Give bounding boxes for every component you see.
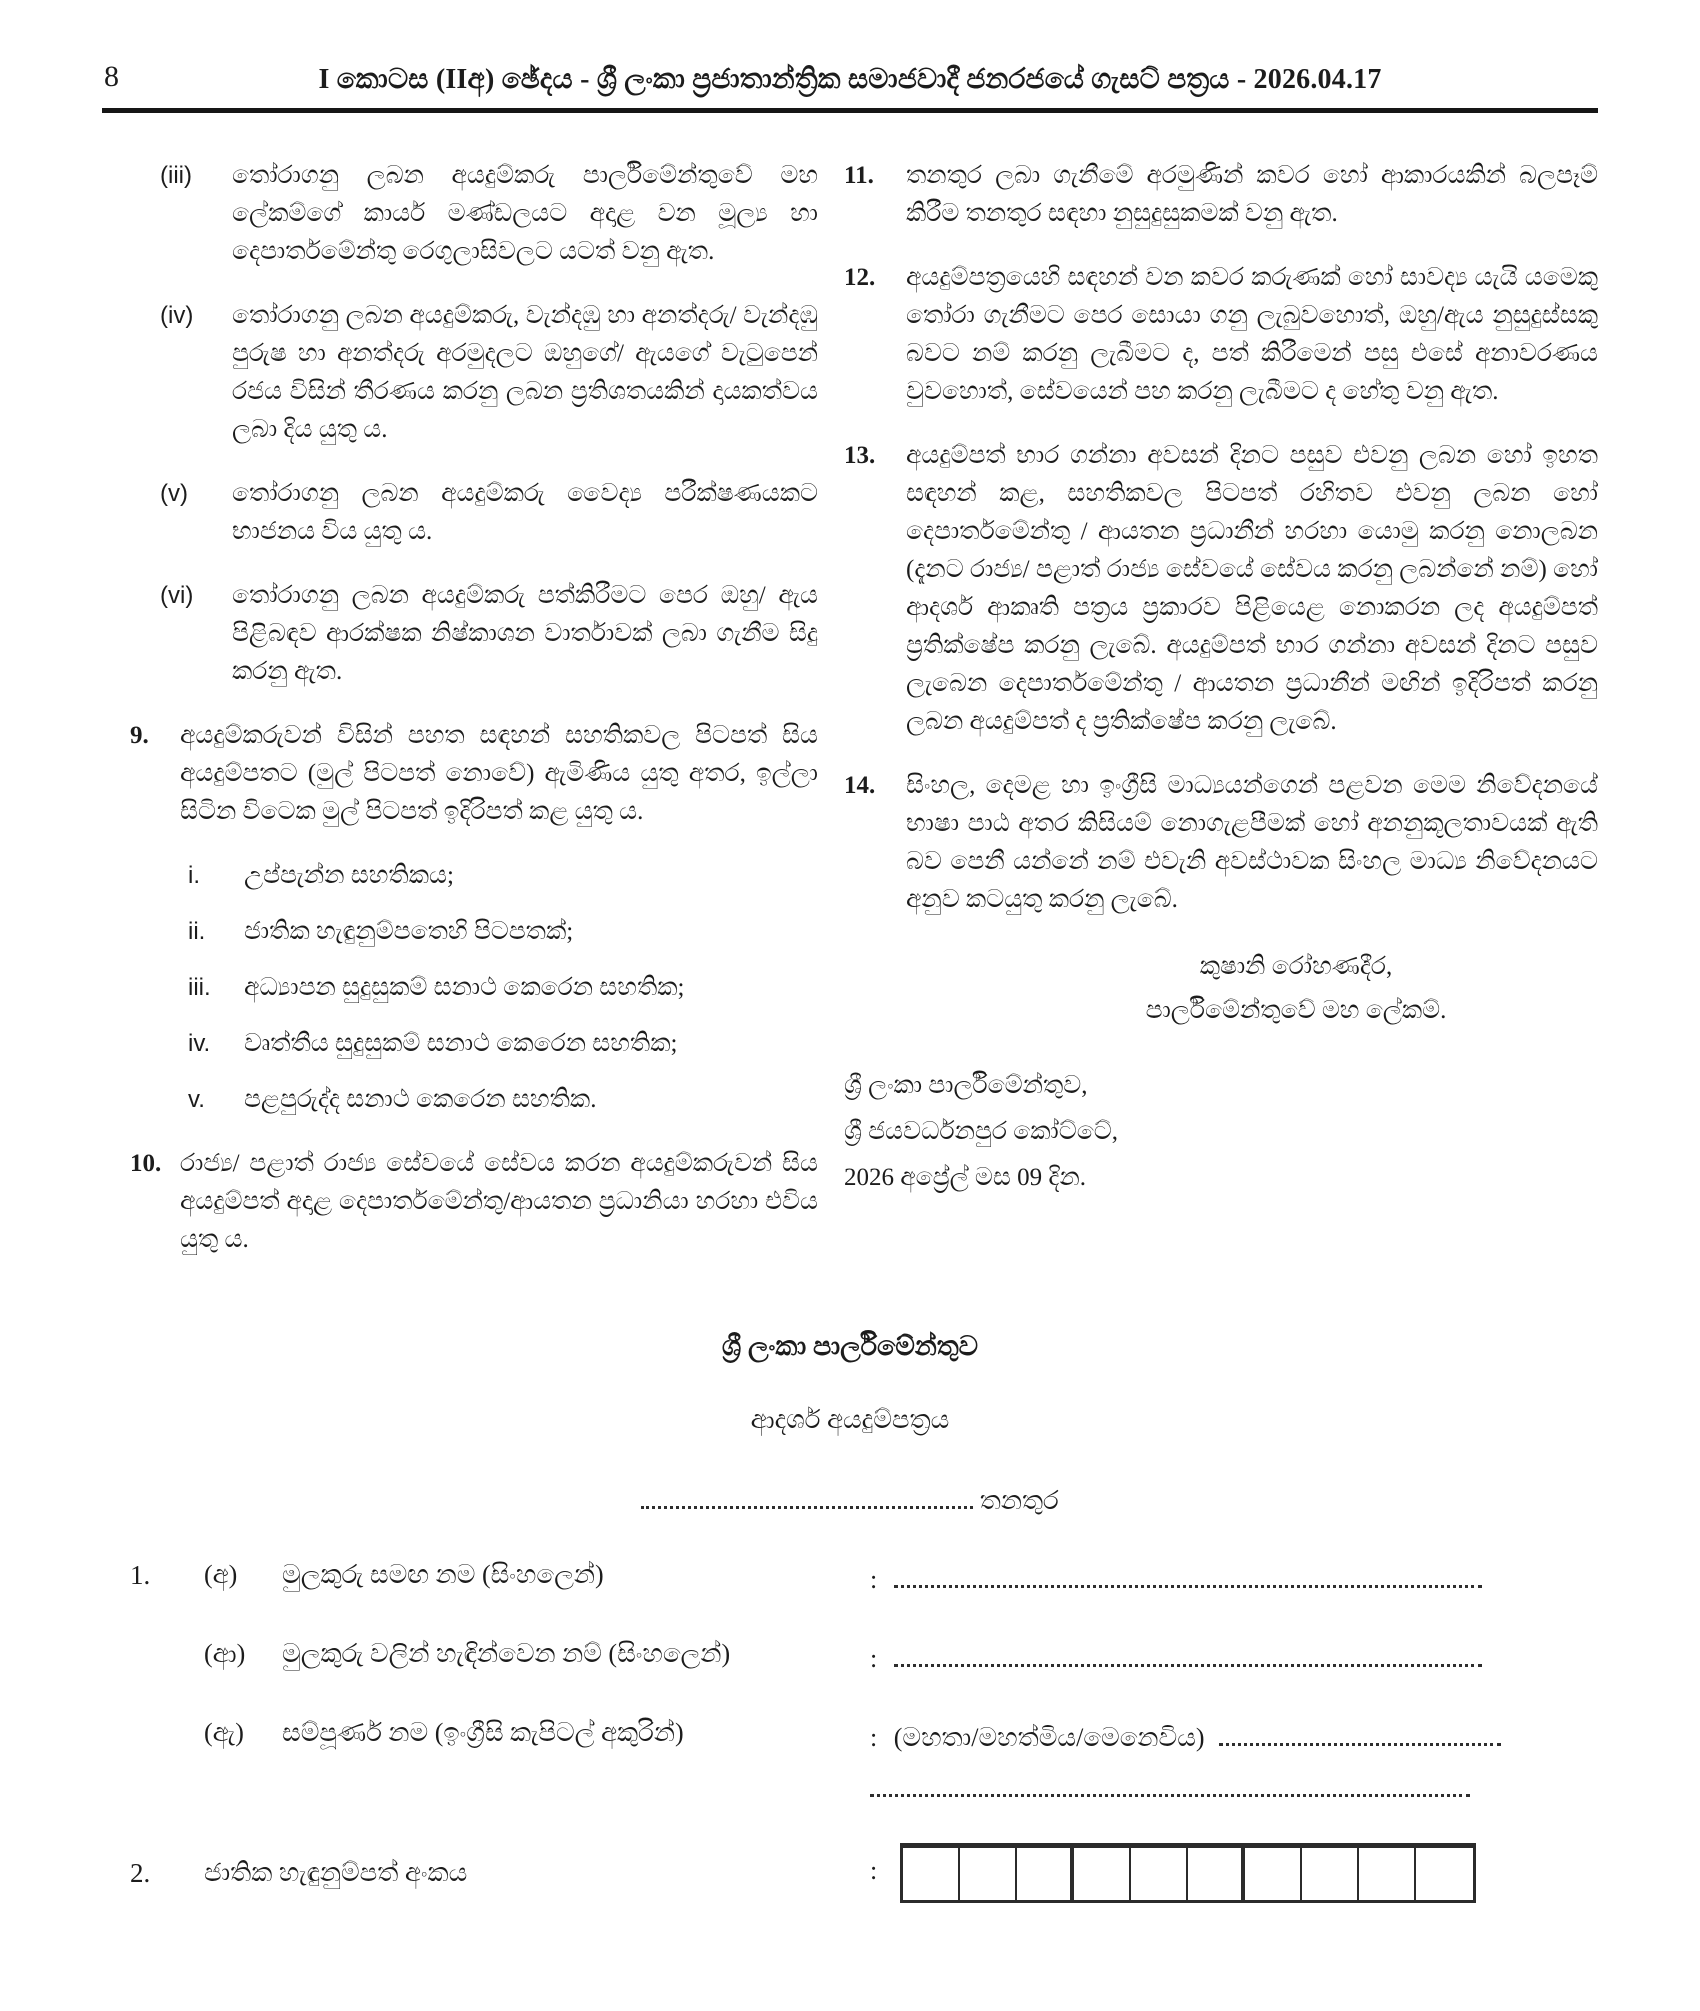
item-label: ii. (188, 918, 206, 945)
answer-colon: : (870, 1565, 878, 1594)
answer-prefix: (මහතා/මහත්මිය/මෙනෙවිය) (893, 1723, 1205, 1752)
answer-colon: : (870, 1644, 878, 1673)
answer-colon: : (870, 1723, 878, 1752)
field-label: සම්පූර්ණ නම (ඉංග්‍රීසි කැපිටල් අකුරින්) (282, 1718, 684, 1747)
answer-fill-in-line[interactable] (894, 1634, 1482, 1667)
item-text: තෝරාගනු ලබන අයදුම්කරු පාර්ලිමේන්තුවේ මහ ලේකම්ගේ කාර්ය මණ්ඩලයට අදාළ වන මූල්‍ය හා දෙපාර්තමේන්තු රෙගුලාසිවලට යටත් වනු ඇත. (232, 162, 818, 265)
paragraph-item-12 (844, 259, 1598, 411)
post-line (102, 1476, 1598, 1521)
item-text: තෝරාගනු ලබන අයදුම්කරු, වැන්දඹු හා අනත්දරු/ වැන්දඹු පුරුෂ හා අනත්දරු අරමුදලට ඔහුගේ/ ඇයගේ වැටුපෙන් රජය විසින් තීරණය කරනු ලබන ප්‍රතිශතයකින් දායකත්වය ලබා දිය යුතු ය. (232, 302, 818, 443)
item-text: අයදුම්පත් භාර ගන්නා අවසන් දිනට පසුව එවනු ලබන හෝ ඉහත සඳහන් කළ, සහතිකවල පිටපත් රහිතව එවනු ලබන හෝ දෙපාර්තමේන්තු / ආයතන ප්‍රධානීන් හරහා යොමු කරනු නොලබන (දැනට රාජ්‍ය/ පළාත් රාජ්‍ය සේවයේ සේවය කරනු ලබන්නේ නම්) හෝ ආදර්ශ ආකෘති පත්‍රය ප්‍රකාරව පිළියෙළ නොකරන ලද අයදුම්පත් ප්‍රතික්ෂේප කරනු ලැබේ. අයදුම්පත් භාර ගන්නා අවසන් දිනට පසුව ලැබෙන දෙපාර්තමේන්තු / ආයතන ප්‍රධානීන් මඟින් ඉදිරිපත් කරනු ලබන අයදුම්පත් ද ප්‍රතික්ෂේප කරනු ලැබේ. (906, 442, 1598, 735)
nic-cell[interactable] (1416, 1848, 1473, 1900)
item-number: 14. (844, 772, 876, 799)
item-label: iv. (188, 1030, 211, 1057)
paragraph-item-13 (844, 437, 1598, 741)
form-subtitle: ආදර්ශ අයදුම්පත්‍රය (750, 1405, 950, 1434)
field-row-name-denoted-by-initials (130, 1634, 1598, 1679)
item-text: තනතුර ලබා ගැනීමේ අරමුණින් කවර හෝ ආකාරයකින් බලපෑම් කිරීම තනතුර සඳහා නුසුදුසුකමක් වනු ඇත. (906, 162, 1598, 227)
field-row-nic-number (130, 1843, 1598, 1903)
right-column (844, 157, 1598, 1285)
certificate-list (188, 857, 818, 1119)
nic-cell[interactable] (1188, 1848, 1245, 1900)
address-block (844, 1063, 1598, 1201)
body-columns (102, 157, 1598, 1285)
item-number: 11. (844, 162, 874, 189)
item-number: 10. (130, 1150, 162, 1177)
field-row-full-name (130, 1713, 1598, 1758)
field-answer (870, 1843, 1598, 1903)
nic-box-grid (900, 1843, 1476, 1903)
form-title: ශ්‍රී ලංකා පාර්ලිමේන්තුව (721, 1331, 979, 1361)
address-line: ශ්‍රී ජයවර්ධනපුර කෝට්ටේ, (844, 1118, 1118, 1145)
post-fill-in-line[interactable] (641, 1476, 973, 1509)
item-number: 13. (844, 442, 876, 469)
post-label: තනතුර (979, 1486, 1059, 1515)
answer-fill-in-line[interactable] (1219, 1713, 1501, 1746)
page-header (102, 60, 1598, 96)
field-answer (870, 1764, 1598, 1809)
nic-cell[interactable] (1074, 1848, 1131, 1900)
item-text: තෝරාගනු ලබන අයදුම්කරු පත්කිරීමට පෙර ඔහු/ ඇය පිළිබඳව ආරක්ෂක නිෂ්කාශන වාර්තාවක් ලබා ගැනීම සිදු කරනු ඇත. (232, 582, 818, 685)
item-text: ජාතික හැඳුනුම්පතෙහි පිටපතක්; (244, 918, 574, 945)
field-label: මුලකුරු වලින් හැඳින්වෙන නම් (සිංහලෙන්) (282, 1639, 731, 1668)
field-row-name-with-initials (130, 1555, 1598, 1600)
item-label: v. (188, 1086, 205, 1113)
paragraph-item-10 (130, 1145, 818, 1259)
item-text: පළපුරුද්ද සනාථ කෙරෙන සහතික. (244, 1086, 597, 1113)
nic-cell[interactable] (1017, 1848, 1074, 1900)
item-label: (iv) (160, 302, 194, 329)
nic-cell[interactable] (1131, 1848, 1188, 1900)
signature-title: පාර්ලිමේන්තුවේ මහ ලේකම්. (1145, 997, 1447, 1024)
left-column (130, 157, 818, 1285)
certificate-item (188, 1025, 818, 1063)
item-number: 12. (844, 264, 876, 291)
answer-colon: : (870, 1855, 878, 1885)
nic-cell[interactable] (1245, 1848, 1302, 1900)
item-label: (iii) (160, 162, 192, 189)
paragraph-item-11 (844, 157, 1598, 233)
paragraph-item (160, 577, 818, 691)
header-title: I කොටස (IIඅ) ඡේදය - ශ්‍රී ලංකා ප්‍රජාතාන්ත්‍රික සමාජවාදී ජනරජයේ ගැසට් පත්‍රය - 2026.04.17 (318, 64, 1382, 95)
item-label: (vi) (160, 582, 194, 609)
item-text: අයදුම්පත්‍රයෙහි සඳහන් වන කවර කරුණක් හෝ සාවද්‍ය යැයි යමෙකු තෝරා ගැනීමට පෙර සොයා ගනු ලැබුවහොත්, ඔහු/ඇය නුසුදුස්සකු බවට නම් කරනු ලැබීමට ද, පත් කිරීමෙන් පසු එසේ අනාවරණය වුවහොත්, සේවයෙන් පහ කරනු ලැබීමට ද හේතු වනු ඇත. (906, 264, 1598, 405)
nic-cell[interactable] (903, 1848, 960, 1900)
field-sub-label: (ඇ) (204, 1718, 244, 1747)
certificate-item (188, 857, 818, 895)
field-number: 2. (130, 1858, 151, 1888)
item-label: (v) (160, 480, 188, 507)
item-label: i. (188, 862, 200, 889)
item-text: අධ්‍යාපන සුදුසුකම් සනාථ කෙරෙන සහතික; (244, 974, 685, 1001)
address-line: 2026 අප්‍රේල් මස 09 දින. (844, 1164, 1087, 1191)
certificate-item (188, 969, 818, 1007)
paragraph-item (160, 475, 818, 551)
nic-cell[interactable] (1359, 1848, 1416, 1900)
field-sub-label: (අ) (204, 1560, 238, 1589)
item-text: සිංහල, දෙමළ හා ඉංග්‍රීසි මාධ්‍යයන්ගෙන් පළවන මෙම නිවේදනයේ භාෂා පාඨ අතර කිසියම් නොගැළපීමක් හෝ අනනුකූලතාවයක් ඇති බව පෙනී යන්නේ නම් එවැනි අවස්ථාවක සිංහල මාධ්‍ය නිවේදනයට අනුව කටයුතු කරනු ලැබේ. (906, 772, 1598, 913)
address-line: ශ්‍රී ලංකා පාර්ලිමේන්තුව, (844, 1072, 1088, 1099)
paragraph-item-9 (130, 717, 818, 831)
paragraph-item-14 (844, 767, 1598, 919)
item-text: අයදුම්කරුවන් විසින් පහත සඳහන් සහතිකවල පිටපත් සිය අයදුම්පතට (මුල් පිටපත් නොවේ) ඇමිණිය යුතු අතර, ඉල්ලා සිටින විටෙක මුල් පිටපත් ඉදිරිපත් කළ යුතු ය. (180, 722, 818, 825)
field-number: 1. (130, 1560, 151, 1590)
certificate-item (188, 913, 818, 951)
item-text: තෝරාගනු ලබන අයදුම්කරු වෛද්‍ය පරීක්ෂණයකට භාජනය විය යුතු ය. (232, 480, 818, 545)
signature-name: කුෂානි රෝහණදීර, (1199, 953, 1393, 980)
field-label: මුලකුරු සමඟ නම (සිංහලෙන්) (282, 1560, 604, 1589)
item-number: 9. (130, 722, 149, 749)
field-row-full-name-continuation (130, 1764, 1598, 1809)
paragraph-item (160, 157, 818, 271)
signature-block (844, 945, 1598, 1033)
field-sub-label: (ආ) (204, 1639, 246, 1668)
field-answer (870, 1555, 1598, 1600)
certificate-item (188, 1081, 818, 1119)
header-rule (102, 108, 1598, 113)
item-label: iii. (188, 974, 211, 1001)
paragraph-item (160, 297, 818, 449)
item-text: රාජ්‍ය/ පළාත් රාජ්‍ය සේවයේ සේවය කරන අයදුම්කරුවන් සිය අයදුම්පත් අදාළ දෙපාර්තමේන්තු/ආයතන ප්‍රධානියා හරහා එවිය යුතු ය. (180, 1150, 818, 1253)
nic-label: ජාතික හැඳුනුම්පත් අංකය (204, 1858, 468, 1887)
answer-fill-in-line[interactable] (894, 1555, 1482, 1588)
nic-cell[interactable] (1302, 1848, 1359, 1900)
item-text: වෘත්තීය සුදුසුකම් සනාථ කෙරෙන සහතික; (244, 1030, 678, 1057)
field-answer (870, 1713, 1598, 1758)
form-rows (130, 1555, 1598, 1903)
page-number: 8 (104, 60, 119, 93)
field-answer (870, 1634, 1598, 1679)
nic-cell[interactable] (960, 1848, 1017, 1900)
item-text: උප්පැන්න සහතිකය; (244, 862, 454, 889)
answer-fill-in-line[interactable] (870, 1764, 1470, 1797)
